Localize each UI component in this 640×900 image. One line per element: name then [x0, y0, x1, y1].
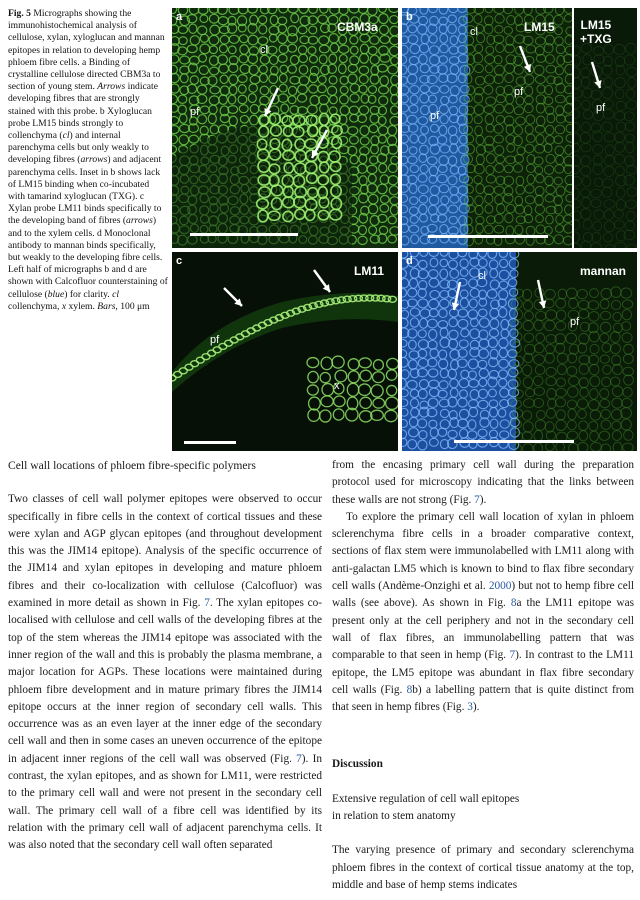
figure-reference-link[interactable]: 7	[474, 493, 480, 506]
label-x: x	[334, 380, 340, 392]
probe-label-mannan: mannan	[580, 264, 627, 278]
citation-link[interactable]: 2000	[488, 580, 512, 593]
panel-c-texture	[172, 252, 398, 451]
figure-reference-link[interactable]: 7	[204, 597, 210, 610]
right-column	[332, 457, 634, 894]
panel-d-texture	[402, 252, 637, 451]
panel-c-lm11	[172, 252, 398, 451]
figure-reference-link[interactable]: 3	[467, 701, 473, 714]
panel-letter-c: c	[176, 255, 183, 267]
micrograph-figure	[172, 8, 637, 451]
body-paragraph: To explore the primary cell wall location of xylan in phloem sclerenchyma fibre cells in a broader comparative context, sections of flax stem were immunolabelled with LM11 along with anti-galactan LM5 which is known to bind to flax fibre secondary cell walls (Andème-Onzighi et al. 2000) but not to hemp fibre cell walls (see above). As shown in Fig. 8a the LM11 epitope was present only at the cell periphery and not in the secondary cell wall of flax fibres, an immunolabelling pattern that was comparable to that seen in hemp (Fig. 7). In contrast to the LM11 epitope, the LM5 epitope was abundant in flax fibre secondary cell walls (Fig. 8b) a labelling pattern that is quite distinct from that seen in hemp fibres (Fig. 3).	[332, 510, 634, 714]
discussion-heading: Discussion	[332, 758, 383, 771]
probe-label-lm15-txg: LM15 +TXG	[580, 18, 612, 46]
probe-label-lm11: LM11	[354, 264, 385, 278]
sub-heading: Extensive regulation of cell wall epitopes in relation to stem anatomy	[332, 792, 520, 823]
section-heading: Cell wall locations of phloem fibre-specific polymers	[8, 459, 256, 472]
probe-label-cbm3a: CBM3a	[337, 20, 378, 34]
figure-label: Fig. 5	[8, 8, 31, 19]
figure-reference-link[interactable]: 8	[406, 683, 413, 696]
figure-reference-link[interactable]: 7	[296, 752, 302, 765]
figure-reference-link[interactable]: 7	[509, 649, 516, 662]
figure-caption: Fig. 5 Micrographs showing the immunohistochemical analysis of cellulose, xylan, xyloglucan and mannan epitopes in relation to developing hemp phloem fibre cells. a Binding of crystalline cellulose directed CBM3a to section of young stem. Arrows indicate developing fibres that are strongly stained with this probe. b Xyloglucan probe LM15 binds strongly to collenchyma (cl) and internal parenchyma cells but only weakly to developing fibres (arrows) and adjacent parenchyma cells. Inset in b shows lack of LM15 binding when co-incubated with tamarind xyloglucan (TXG). c Xylan probe LM11 binds specifically to the developing band of fibres (arrows) and to the xylem cells. d Monoclonal antibody to mannan binds specifically, but weakly to the developing fibre cells. Left half of micrographs b and d are shown with Calcofluor counterstaining of cellulose (blue) for clarity. cl collenchyma, x xylem. Bars, 100 μm	[8, 8, 168, 312]
panel-b-texture	[402, 8, 572, 248]
body-paragraph: from the encasing primary cell wall during the preparation protocol used for microscopy indicating that the links between these walls are not strong (Fig. 7).	[332, 459, 634, 506]
panel-a-texture	[172, 8, 398, 248]
panel-letter-a: a	[176, 11, 183, 23]
label-pf: pf	[570, 316, 580, 328]
panel-d-mannan	[402, 252, 637, 451]
label-pf: pf	[514, 86, 524, 98]
probe-label-lm15: LM15	[524, 20, 555, 34]
label-cl: cl	[478, 270, 486, 282]
panel-b-lm15	[402, 8, 572, 248]
label-pf: pf	[430, 110, 440, 122]
panel-letter-b: b	[406, 11, 413, 23]
panel-b-inset-txg	[574, 8, 637, 248]
panel-a-cbm3a	[172, 8, 398, 248]
label-pf: pf	[596, 102, 606, 114]
figure-reference-link[interactable]: 8	[510, 597, 517, 610]
panel-letter-d: d	[406, 255, 413, 267]
label-cl: cl	[470, 26, 478, 38]
body-paragraph: The varying presence of primary and secondary sclerenchyma phloem fibres in the context of cortical tissue anatomy at the top, middle and base of hemp stems indicates	[332, 844, 634, 891]
label-pf: pf	[210, 334, 220, 346]
left-column	[8, 457, 322, 855]
body-paragraph: Two classes of cell wall polymer epitopes were observed to occur specifically in fibre cells in the context of cortical tissues and these were xylan and AGP glycan epitopes (and throughout development this was the JIM14 epitope). Analysis of the specific occurrence of the JIM14 and xylan epitopes in developing and mature phloem fibres and their co-localization with cellulose (Calcofluor) was examined in more detail as shown in Fig. 7. The xylan epitopes co-localised with cellulose and cell walls of the developing fibres at the top of the stem whereas the JIM14 epitope was associated with the inner region of the wall and this is probably the plasma membrane, a major location for AGPs. These locations were maintained during phloem fibre development and in mature primary fibres the JIM14 epitope occurs at the inner region of secondary cell walls. This occurrence was as an even layer at the inner edge of the secondary cell wall and then in some cases an uneven occurrence of the epitope in adjacent inner regions of the cell wall was observed (Fig. 7). In contrast, the xylan epitopes, and as shown for LM11, were restricted to the primary cell wall and were not present in the secondary cell wall. The primary cell wall of a fibre cell was identified by its relation with the primary cell wall of adjacent parenchyma cells. It was also noted that the secondary cell wall often separated	[8, 493, 322, 852]
label-pf: pf	[190, 106, 200, 118]
label-cl: cl	[260, 44, 268, 56]
